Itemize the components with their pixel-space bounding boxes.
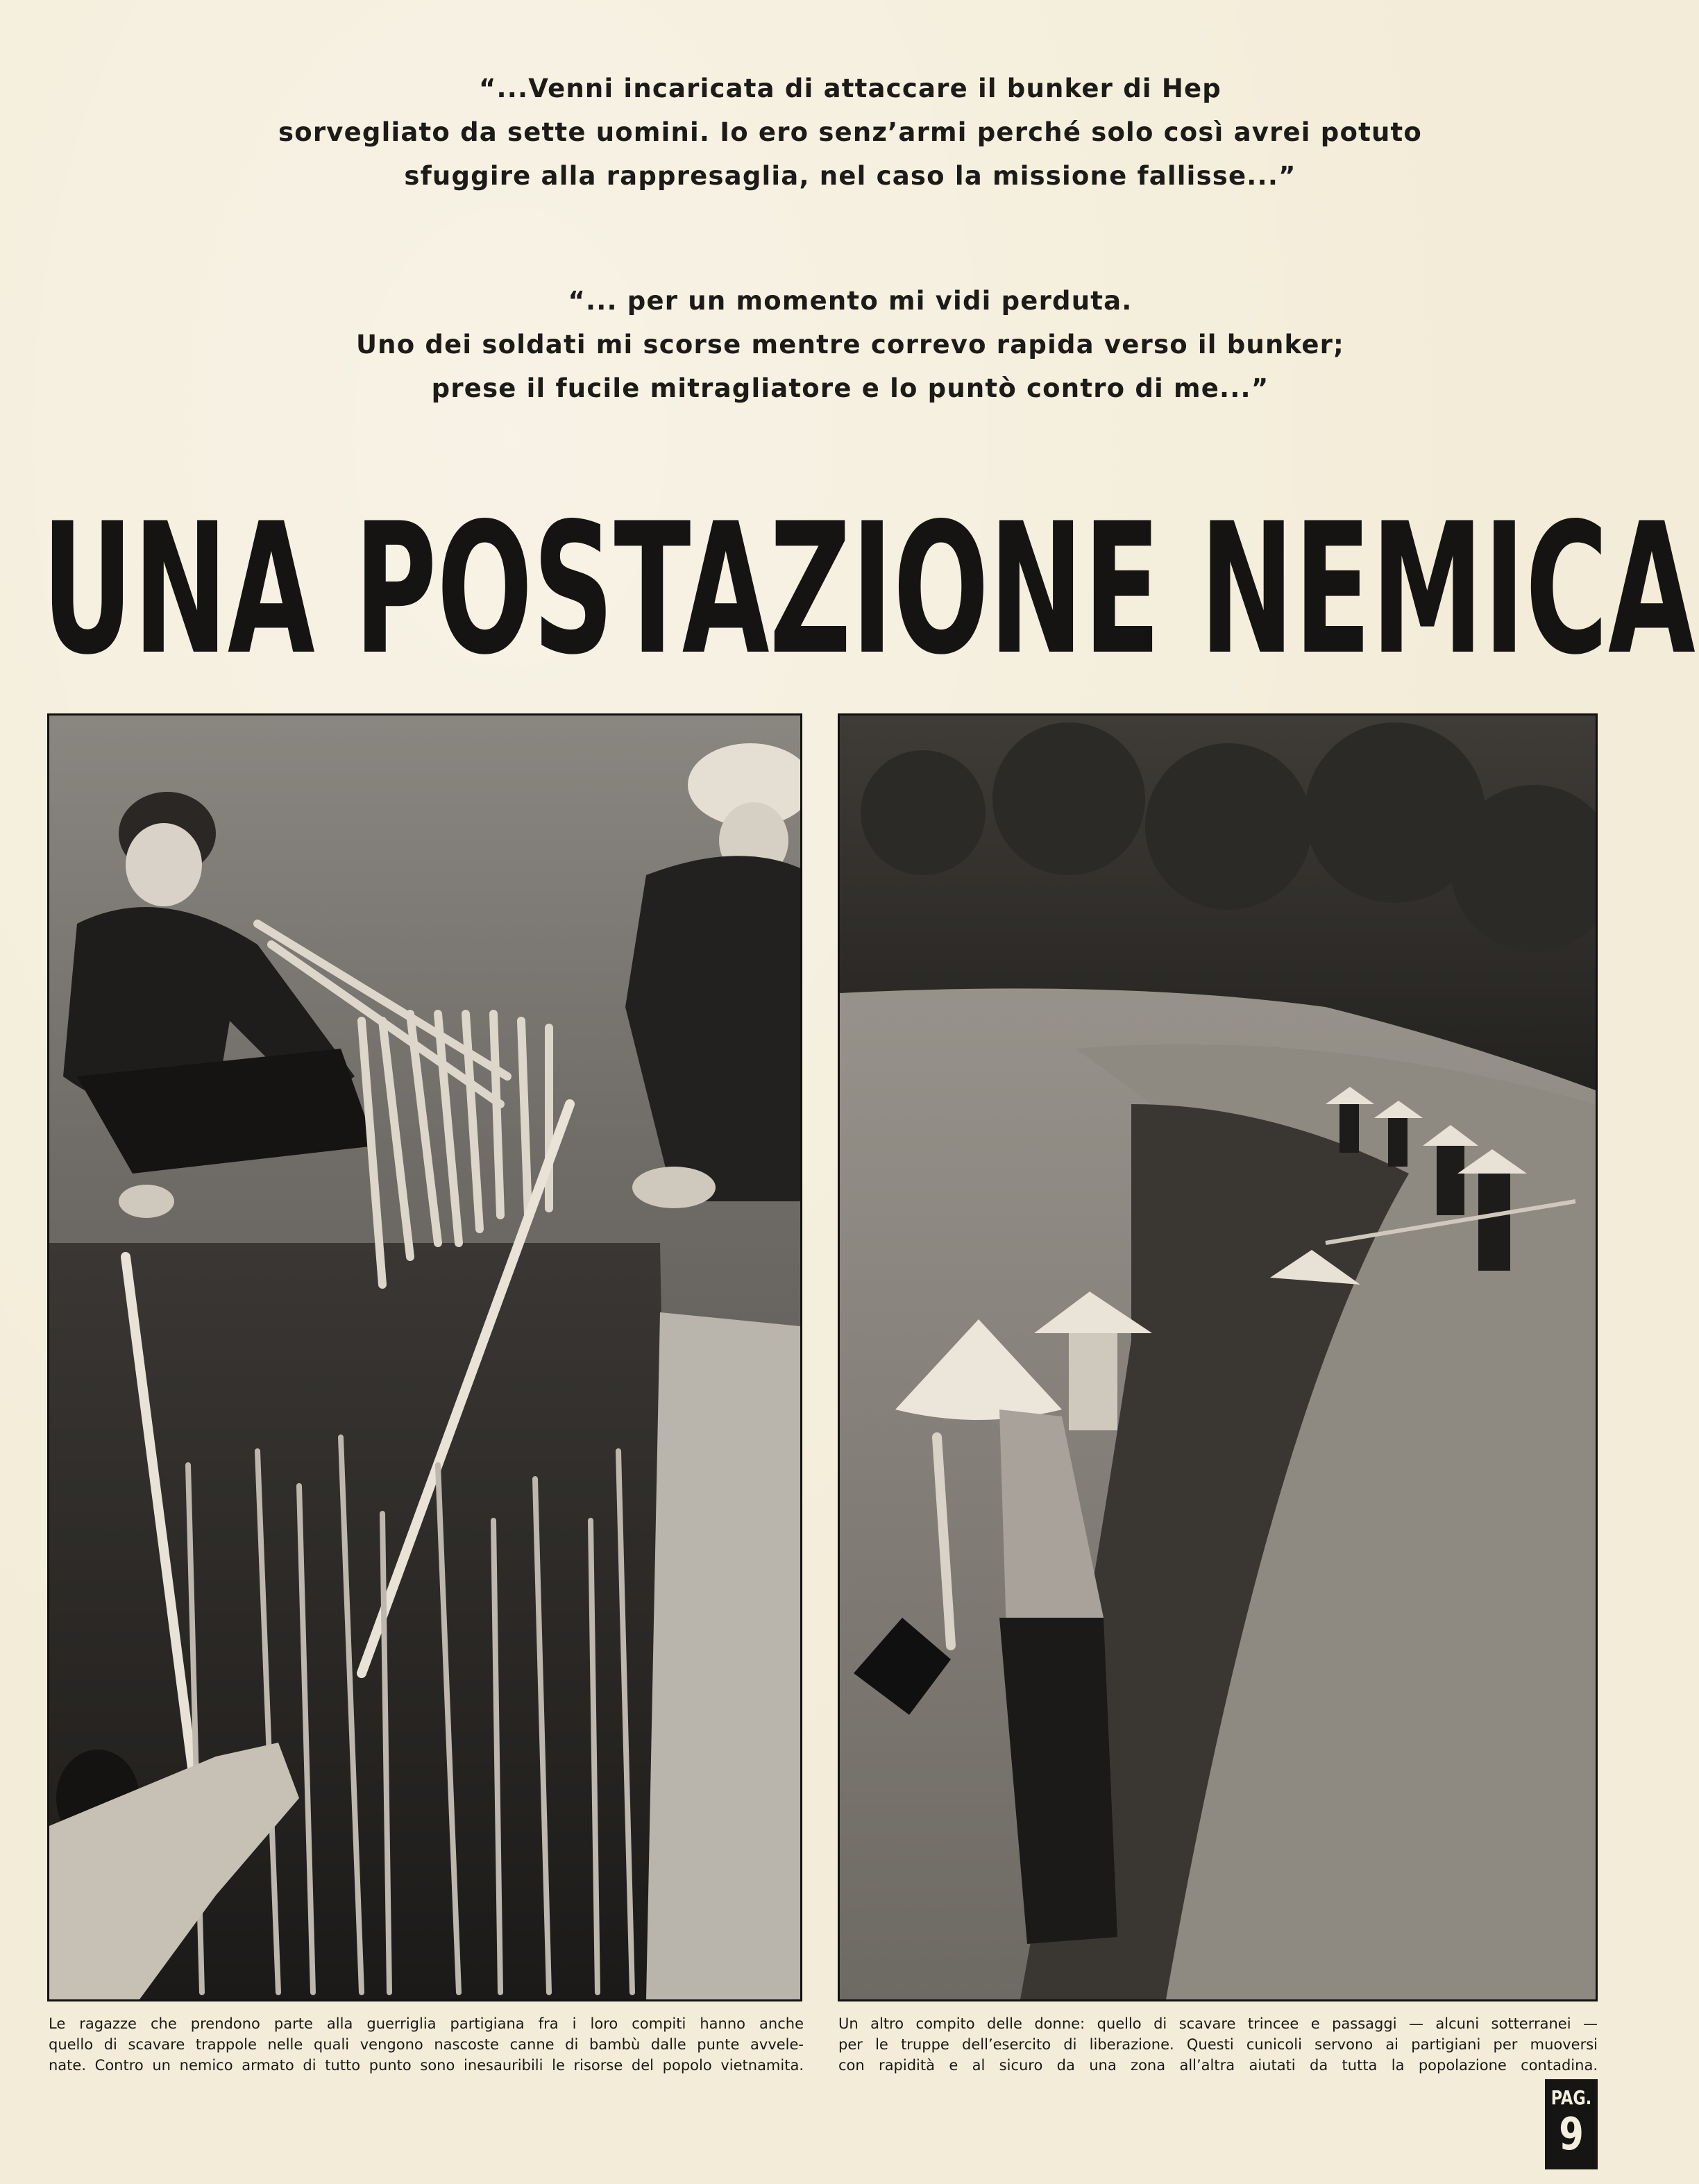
quote-line: Uno dei soldati mi scorse mentre correvo rapida verso il bunker; — [355, 330, 1345, 359]
caption-left — [49, 2013, 804, 2076]
caption-line: nate. Contro un nemico armato di tutto punto sono inesauribili le risorse del popolo vietnamita. — [49, 2057, 804, 2074]
quote-line: prese il fucile mitragliatore e lo puntò contro di me...” — [431, 373, 1269, 403]
pull-quote-top — [208, 67, 1492, 198]
page-number-box — [1545, 2079, 1598, 2169]
pull-quote-bottom — [208, 279, 1492, 410]
caption-line: Un altro compito delle donne: quello di scavare trincee e passaggi — alcuni sotterranei — — [838, 2015, 1598, 2032]
photo-bamboo-trap-image — [49, 716, 800, 1999]
caption-line: quello di scavare trappole nelle quali vengono nascoste canne di bambù dalle punte avvele- — [49, 2036, 804, 2053]
quote-line: sfuggire alla rappresaglia, nel caso la missione fallisse...” — [404, 161, 1296, 191]
caption-right — [838, 2013, 1598, 2076]
photo-digging-trench — [838, 713, 1598, 2001]
page-label: PAG. — [1550, 2086, 1592, 2109]
caption-line: Le ragazze che prendono parte alla guerriglia partigiana fra i loro compiti hanno anche — [49, 2015, 804, 2032]
page-number: 9 — [1559, 2109, 1584, 2160]
quote-line: sorvegliato da sette uomini. Io ero senz’armi perché solo così avrei potuto — [278, 117, 1423, 147]
quote-line: “... per un momento mi vidi perduta. — [568, 286, 1133, 316]
photo-bamboo-trap — [47, 713, 802, 2001]
quote-line: “...Venni incaricata di attaccare il bunker di Hep — [479, 74, 1222, 103]
caption-line: per le truppe dell’esercito di liberazione. Questi cunicoli servono ai partigiani per muoversi — [838, 2036, 1598, 2053]
caption-line: con rapidità e al sicuro da una zona all’altra aiutati da tutta la popolazione contadina. — [838, 2057, 1598, 2074]
headline: UNA POSTAZIONE NEMICA — [42, 485, 1696, 695]
photo-digging-trench-image — [840, 716, 1596, 1999]
